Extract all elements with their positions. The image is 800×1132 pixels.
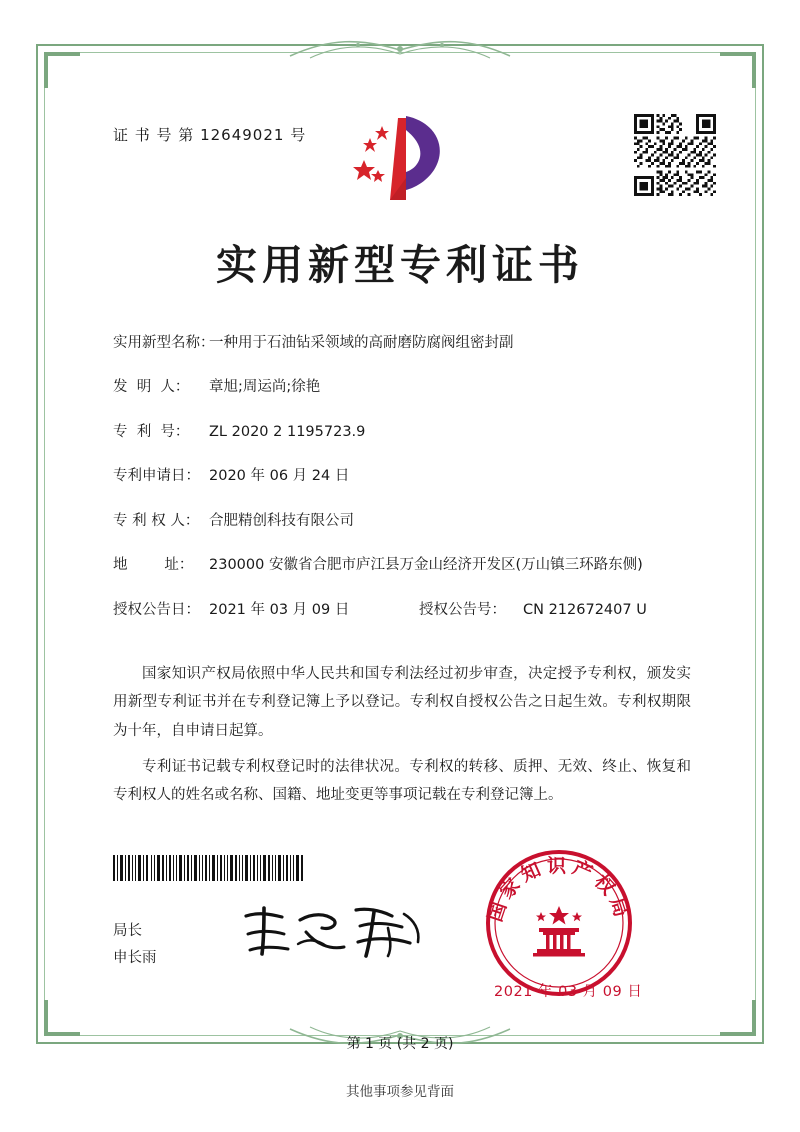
field-row-grant-announcement <box>113 599 713 621</box>
field-value-inventors: 章旭;周运尚;徐艳 <box>209 379 321 396</box>
director-name-label: 申长雨 <box>113 949 157 966</box>
certificate-fields <box>113 332 713 643</box>
svg-text:国家知识产权局: 国家知识产权局 <box>484 855 634 925</box>
field-value-address: 230000 安徽省合肥市庐江县万金山经济开发区(万山镇三环路东侧) <box>209 557 643 574</box>
flourish-top-icon <box>280 36 520 62</box>
field-label-address: 地 址： <box>113 557 194 574</box>
field-label-patentee: 专 利 权 人： <box>113 512 200 529</box>
footnote: 其他事项参见背面 <box>346 1084 454 1100</box>
field-row-utility-model-name <box>113 332 713 354</box>
signature-block <box>113 918 157 972</box>
legal-text-block <box>113 660 691 817</box>
corner-ornament-top-left <box>44 52 80 88</box>
corner-ornament-bottom-right <box>720 1000 756 1036</box>
field-label-inventors: 发 明 人： <box>113 379 190 396</box>
field-row-application-date <box>113 465 713 487</box>
field-label-patent-number: 专 利 号： <box>113 423 190 440</box>
official-seal <box>484 848 634 998</box>
field-row-address <box>113 554 713 576</box>
field-label-grant-date: 授权公告日： <box>113 601 200 618</box>
legal-paragraph-1: 国家知识产权局依照中华人民共和国专利法经过初步审查，决定授予专利权，颁发实用新型专利证书并在专利登记簿上予以登记。专利权自授权公告之日起生效。专利权期限为十年，自申请日起算。 <box>113 666 691 739</box>
page-title: 实用新型专利证书 <box>216 241 584 289</box>
field-row-patent-number <box>113 421 713 443</box>
corner-ornament-top-right <box>720 52 756 88</box>
cnipa-logo <box>348 108 458 208</box>
page-indicator: 第 1 页 (共 2 页) <box>346 1036 454 1052</box>
field-row-inventors <box>113 376 713 398</box>
handwritten-signature <box>238 900 428 962</box>
field-label-grant-number: 授权公告号： <box>419 601 506 618</box>
field-value-patentee: 合肥精创科技有限公司 <box>209 512 354 529</box>
field-value-patent-number: ZL 2020 2 1195723.9 <box>209 423 366 440</box>
seal-date: 2021 年 03 月 09 日 <box>494 984 643 1000</box>
field-label-utility-model-name: 实用新型名称： <box>113 335 215 351</box>
field-row-patentee <box>113 510 713 532</box>
director-title-label: 局长 <box>113 923 142 939</box>
barcode-icon <box>113 855 305 881</box>
qr-code-icon <box>634 114 716 196</box>
field-value-application-date: 2020 年 06 月 24 日 <box>209 468 350 485</box>
legal-paragraph-2: 专利证书记载专利权登记时的法律状况。专利权的转移、质押、无效、终止、恢复和专利权人的姓名或名称、国籍、地址变更等事项记载在专利登记簿上。 <box>113 758 691 804</box>
field-value-grant-number: CN 212672407 U <box>523 601 647 618</box>
field-label-application-date: 专利申请日： <box>113 468 200 485</box>
certificate-number: 证 书 号 第 12649021 号 <box>113 126 307 144</box>
corner-ornament-bottom-left <box>44 1000 80 1036</box>
field-value-utility-model-name: 一种用于石油钻采领域的高耐磨防腐阀组密封副 <box>209 335 514 351</box>
field-value-grant-date: 2021 年 03 月 09 日 <box>209 601 350 618</box>
